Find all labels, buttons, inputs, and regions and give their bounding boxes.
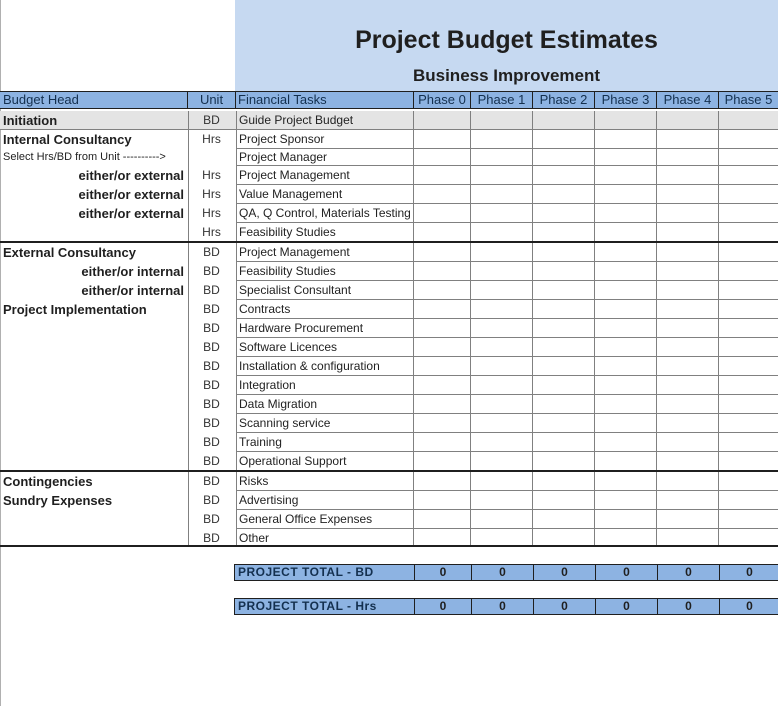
table-row bbox=[0, 395, 778, 414]
section-divider bbox=[0, 470, 778, 472]
total-label-hrs: PROJECT TOTAL - Hrs bbox=[238, 599, 377, 613]
total-row-bd bbox=[234, 564, 778, 581]
total-bd-phase-1: 0 bbox=[471, 565, 533, 580]
phase-3-input-cell[interactable] bbox=[594, 510, 656, 529]
budget-head-cell: either/or internal bbox=[81, 264, 184, 279]
financial-task-cell: Advertising bbox=[236, 491, 413, 510]
unit-cell[interactable]: BD bbox=[188, 243, 234, 262]
phase-4-input-cell[interactable] bbox=[656, 166, 718, 185]
budget-head-cell: Select Hrs/BD from Unit ----------> bbox=[3, 151, 166, 163]
phase-5-input-cell[interactable] bbox=[718, 472, 778, 491]
table-row bbox=[0, 319, 778, 338]
table-row bbox=[0, 300, 778, 319]
unit-cell[interactable]: BD bbox=[188, 433, 234, 452]
phase-3-input-cell[interactable] bbox=[594, 111, 656, 130]
table-row bbox=[0, 338, 778, 357]
phase-2-input-cell[interactable] bbox=[532, 510, 594, 529]
phase-1-input-cell[interactable] bbox=[470, 185, 532, 204]
total-label-bd: PROJECT TOTAL - BD bbox=[238, 565, 374, 579]
financial-task-cell: Scanning service bbox=[236, 414, 413, 433]
phase-5-input-cell[interactable] bbox=[718, 376, 778, 395]
header-financial-tasks: Financial Tasks bbox=[235, 92, 413, 108]
phase-1-input-cell[interactable] bbox=[470, 204, 532, 223]
phase-2-input-cell[interactable] bbox=[532, 338, 594, 357]
phase-0-input-cell[interactable] bbox=[413, 338, 470, 357]
phase-3-input-cell[interactable] bbox=[594, 300, 656, 319]
unit-cell[interactable]: BD bbox=[188, 338, 234, 357]
table-row bbox=[0, 414, 778, 433]
phase-4-input-cell[interactable] bbox=[656, 281, 718, 300]
budget-head-cell: either/or external bbox=[78, 168, 184, 183]
phase-1-input-cell[interactable] bbox=[470, 491, 532, 510]
budget-head-cell: Sundry Expenses bbox=[3, 493, 113, 508]
table-row bbox=[0, 130, 778, 149]
phase-1-input-cell[interactable] bbox=[470, 166, 532, 185]
budget-head-cell: Contingencies bbox=[3, 474, 93, 489]
financial-task-cell: QA, Q Control, Materials Testing bbox=[236, 204, 413, 223]
phase-3-input-cell[interactable] bbox=[594, 262, 656, 281]
phase-5-input-cell[interactable] bbox=[718, 243, 778, 262]
phase-2-input-cell[interactable] bbox=[532, 357, 594, 376]
phase-2-input-cell[interactable] bbox=[532, 111, 594, 130]
phase-4-input-cell[interactable] bbox=[656, 262, 718, 281]
phase-5-input-cell[interactable] bbox=[718, 185, 778, 204]
phase-4-input-cell[interactable] bbox=[656, 204, 718, 223]
phase-1-input-cell[interactable] bbox=[470, 111, 532, 130]
phase-4-input-cell[interactable] bbox=[656, 319, 718, 338]
unit-cell[interactable]: Hrs bbox=[188, 130, 234, 149]
phase-5-input-cell[interactable] bbox=[718, 149, 778, 166]
phase-3-input-cell[interactable] bbox=[594, 185, 656, 204]
financial-task-cell: Feasibility Studies bbox=[236, 262, 413, 281]
unit-cell[interactable]: Hrs bbox=[188, 185, 234, 204]
header-budget-head: Budget Head bbox=[3, 92, 79, 107]
phase-3-input-cell[interactable] bbox=[594, 223, 656, 242]
phase-5-input-cell[interactable] bbox=[718, 130, 778, 149]
phase-3-input-cell[interactable] bbox=[594, 376, 656, 395]
table-row bbox=[0, 223, 778, 242]
phase-5-input-cell[interactable] bbox=[718, 204, 778, 223]
phase-2-input-cell[interactable] bbox=[532, 243, 594, 262]
page-title: Project Budget Estimates bbox=[355, 26, 658, 54]
phase-1-input-cell[interactable] bbox=[470, 395, 532, 414]
phase-2-input-cell[interactable] bbox=[532, 452, 594, 471]
section-divider bbox=[0, 545, 778, 547]
financial-task-cell: Hardware Procurement bbox=[236, 319, 413, 338]
phase-3-input-cell[interactable] bbox=[594, 130, 656, 149]
table-row bbox=[0, 243, 778, 262]
phase-1-input-cell[interactable] bbox=[470, 414, 532, 433]
phase-5-input-cell[interactable] bbox=[718, 452, 778, 471]
phase-2-input-cell[interactable] bbox=[532, 414, 594, 433]
unit-cell[interactable]: BD bbox=[188, 281, 234, 300]
table-row bbox=[0, 111, 778, 130]
total-row-hrs bbox=[234, 598, 778, 615]
phase-3-input-cell[interactable] bbox=[594, 338, 656, 357]
table-row bbox=[0, 185, 778, 204]
phase-0-input-cell[interactable] bbox=[413, 510, 470, 529]
phase-2-input-cell[interactable] bbox=[532, 204, 594, 223]
phase-1-input-cell[interactable] bbox=[470, 243, 532, 262]
phase-5-input-cell[interactable] bbox=[718, 111, 778, 130]
total-bd-phase-0: 0 bbox=[414, 565, 471, 580]
table-row bbox=[0, 433, 778, 452]
phase-4-input-cell[interactable] bbox=[656, 357, 718, 376]
header-phase-5: Phase 5 bbox=[718, 92, 778, 108]
header-phase-3: Phase 3 bbox=[594, 92, 656, 108]
phase-2-input-cell[interactable] bbox=[532, 491, 594, 510]
phase-5-input-cell[interactable] bbox=[718, 166, 778, 185]
table-row bbox=[0, 204, 778, 223]
total-hrs-phase-0: 0 bbox=[414, 599, 471, 614]
phase-2-input-cell[interactable] bbox=[532, 472, 594, 491]
phase-0-input-cell[interactable] bbox=[413, 376, 470, 395]
phase-2-input-cell[interactable] bbox=[532, 185, 594, 204]
budget-head-cell: either/or external bbox=[78, 206, 184, 221]
phase-3-input-cell[interactable] bbox=[594, 281, 656, 300]
financial-task-cell: Project Sponsor bbox=[236, 130, 413, 149]
header-phase-1: Phase 1 bbox=[470, 92, 532, 108]
unit-cell[interactable]: Hrs bbox=[188, 223, 234, 242]
financial-task-cell: Operational Support bbox=[236, 452, 413, 471]
total-bd-phase-2: 0 bbox=[533, 565, 595, 580]
phase-2-input-cell[interactable] bbox=[532, 262, 594, 281]
phase-0-input-cell[interactable] bbox=[413, 204, 470, 223]
phase-5-input-cell[interactable] bbox=[718, 262, 778, 281]
table-row bbox=[0, 166, 778, 185]
phase-2-input-cell[interactable] bbox=[532, 395, 594, 414]
table-row bbox=[0, 357, 778, 376]
financial-task-cell: Project Management bbox=[236, 243, 413, 262]
phase-0-input-cell[interactable] bbox=[413, 319, 470, 338]
financial-task-cell: Project Manager bbox=[236, 149, 413, 166]
phase-2-input-cell[interactable] bbox=[532, 433, 594, 452]
phase-0-input-cell[interactable] bbox=[413, 223, 470, 242]
phase-5-input-cell[interactable] bbox=[718, 433, 778, 452]
financial-task-cell: Specialist Consultant bbox=[236, 281, 413, 300]
financial-task-cell: Integration bbox=[236, 376, 413, 395]
phase-0-input-cell[interactable] bbox=[413, 111, 470, 130]
table-row bbox=[0, 510, 778, 529]
phase-4-input-cell[interactable] bbox=[656, 300, 718, 319]
phase-4-input-cell[interactable] bbox=[656, 414, 718, 433]
phase-4-input-cell[interactable] bbox=[656, 338, 718, 357]
unit-cell[interactable]: BD bbox=[188, 414, 234, 433]
table-row bbox=[0, 472, 778, 491]
budget-head-cell: Project Implementation bbox=[3, 302, 147, 317]
phase-4-input-cell[interactable] bbox=[656, 243, 718, 262]
phase-5-input-cell[interactable] bbox=[718, 281, 778, 300]
phase-4-input-cell[interactable] bbox=[656, 452, 718, 471]
budget-head-cell: Initiation bbox=[3, 113, 58, 128]
phase-0-input-cell[interactable] bbox=[413, 472, 470, 491]
phase-4-input-cell[interactable] bbox=[656, 149, 718, 166]
phase-0-input-cell[interactable] bbox=[413, 262, 470, 281]
phase-4-input-cell[interactable] bbox=[656, 491, 718, 510]
financial-task-cell: Training bbox=[236, 433, 413, 452]
phase-0-input-cell[interactable] bbox=[413, 452, 470, 471]
header-phase-0: Phase 0 bbox=[413, 92, 470, 108]
phase-4-input-cell[interactable] bbox=[656, 376, 718, 395]
unit-cell[interactable]: BD bbox=[188, 395, 234, 414]
unit-cell[interactable] bbox=[188, 149, 234, 166]
phase-2-input-cell[interactable] bbox=[532, 300, 594, 319]
phase-0-input-cell[interactable] bbox=[413, 243, 470, 262]
financial-task-cell: Project Management bbox=[236, 166, 413, 185]
total-hrs-phase-3: 0 bbox=[595, 599, 657, 614]
total-hrs-phase-4: 0 bbox=[657, 599, 719, 614]
header-phase-2: Phase 2 bbox=[532, 92, 594, 108]
phase-2-input-cell[interactable] bbox=[532, 319, 594, 338]
unit-cell[interactable]: Hrs bbox=[188, 166, 234, 185]
table-row bbox=[0, 149, 778, 166]
unit-cell[interactable]: BD bbox=[188, 319, 234, 338]
phase-3-input-cell[interactable] bbox=[594, 491, 656, 510]
unit-cell[interactable]: BD bbox=[188, 510, 234, 529]
column-header-row bbox=[0, 91, 778, 109]
phase-1-input-cell[interactable] bbox=[470, 281, 532, 300]
phase-5-input-cell[interactable] bbox=[718, 300, 778, 319]
unit-cell[interactable]: BD bbox=[188, 472, 234, 491]
phase-0-input-cell[interactable] bbox=[413, 491, 470, 510]
financial-task-cell: Installation & configuration bbox=[236, 357, 413, 376]
unit-cell[interactable]: BD bbox=[188, 452, 234, 471]
phase-3-input-cell[interactable] bbox=[594, 395, 656, 414]
table-row bbox=[0, 376, 778, 395]
row-divider bbox=[0, 129, 778, 130]
financial-task-cell: Contracts bbox=[236, 300, 413, 319]
phase-2-input-cell[interactable] bbox=[532, 376, 594, 395]
phase-0-input-cell[interactable] bbox=[413, 281, 470, 300]
phase-0-input-cell[interactable] bbox=[413, 414, 470, 433]
phase-0-input-cell[interactable] bbox=[413, 185, 470, 204]
phase-3-input-cell[interactable] bbox=[594, 204, 656, 223]
phase-4-input-cell[interactable] bbox=[656, 130, 718, 149]
phase-3-input-cell[interactable] bbox=[594, 472, 656, 491]
phase-5-input-cell[interactable] bbox=[718, 223, 778, 242]
phase-2-input-cell[interactable] bbox=[532, 281, 594, 300]
financial-task-cell: General Office Expenses bbox=[236, 510, 413, 529]
phase-5-input-cell[interactable] bbox=[718, 395, 778, 414]
phase-5-input-cell[interactable] bbox=[718, 338, 778, 357]
budget-head-cell: Internal Consultancy bbox=[3, 132, 132, 147]
header-unit: Unit bbox=[187, 92, 235, 108]
phase-1-input-cell[interactable] bbox=[470, 510, 532, 529]
phase-3-input-cell[interactable] bbox=[594, 243, 656, 262]
phase-3-input-cell[interactable] bbox=[594, 433, 656, 452]
unit-cell[interactable]: BD bbox=[188, 491, 234, 510]
phase-0-input-cell[interactable] bbox=[413, 130, 470, 149]
phase-4-input-cell[interactable] bbox=[656, 111, 718, 130]
phase-4-input-cell[interactable] bbox=[656, 433, 718, 452]
phase-0-input-cell[interactable] bbox=[413, 300, 470, 319]
total-bd-phase-5: 0 bbox=[719, 565, 778, 580]
phase-1-input-cell[interactable] bbox=[470, 130, 532, 149]
financial-task-cell: Software Licences bbox=[236, 338, 413, 357]
table-row bbox=[0, 491, 778, 510]
phase-5-input-cell[interactable] bbox=[718, 510, 778, 529]
phase-4-input-cell[interactable] bbox=[656, 472, 718, 491]
unit-cell[interactable]: BD bbox=[188, 262, 234, 281]
financial-task-cell: Data Migration bbox=[236, 395, 413, 414]
total-hrs-phase-1: 0 bbox=[471, 599, 533, 614]
phase-3-input-cell[interactable] bbox=[594, 166, 656, 185]
phase-1-input-cell[interactable] bbox=[470, 300, 532, 319]
phase-3-input-cell[interactable] bbox=[594, 357, 656, 376]
phase-0-input-cell[interactable] bbox=[413, 166, 470, 185]
phase-3-input-cell[interactable] bbox=[594, 414, 656, 433]
unit-cell[interactable]: BD bbox=[188, 300, 234, 319]
header-phase-4: Phase 4 bbox=[656, 92, 718, 108]
total-hrs-phase-5: 0 bbox=[719, 599, 778, 614]
phase-4-input-cell[interactable] bbox=[656, 395, 718, 414]
unit-cell[interactable]: BD bbox=[188, 357, 234, 376]
phase-4-input-cell[interactable] bbox=[656, 510, 718, 529]
phase-1-input-cell[interactable] bbox=[470, 262, 532, 281]
financial-task-cell: Value Management bbox=[236, 185, 413, 204]
phase-5-input-cell[interactable] bbox=[718, 491, 778, 510]
unit-cell[interactable]: Hrs bbox=[188, 204, 234, 223]
phase-3-input-cell[interactable] bbox=[594, 319, 656, 338]
phase-4-input-cell[interactable] bbox=[656, 223, 718, 242]
phase-0-input-cell[interactable] bbox=[413, 149, 470, 166]
phase-0-input-cell[interactable] bbox=[413, 433, 470, 452]
phase-2-input-cell[interactable] bbox=[532, 223, 594, 242]
financial-task-cell: Risks bbox=[236, 472, 413, 491]
phase-1-input-cell[interactable] bbox=[470, 376, 532, 395]
unit-cell[interactable]: BD bbox=[188, 529, 234, 547]
phase-1-input-cell[interactable] bbox=[470, 223, 532, 242]
phase-1-input-cell[interactable] bbox=[470, 319, 532, 338]
phase-5-input-cell[interactable] bbox=[718, 319, 778, 338]
phase-1-input-cell[interactable] bbox=[470, 338, 532, 357]
phase-1-input-cell[interactable] bbox=[470, 472, 532, 491]
phase-3-input-cell[interactable] bbox=[594, 452, 656, 471]
budget-head-cell: External Consultancy bbox=[3, 245, 136, 260]
phase-1-input-cell[interactable] bbox=[470, 357, 532, 376]
phase-0-input-cell[interactable] bbox=[413, 395, 470, 414]
phase-5-input-cell[interactable] bbox=[718, 357, 778, 376]
section-divider bbox=[0, 241, 778, 243]
financial-task-cell: Guide Project Budget bbox=[236, 111, 413, 130]
unit-cell[interactable]: BD bbox=[188, 376, 234, 395]
phase-2-input-cell[interactable] bbox=[532, 130, 594, 149]
total-hrs-phase-2: 0 bbox=[533, 599, 595, 614]
phase-3-input-cell[interactable] bbox=[594, 149, 656, 166]
phase-4-input-cell[interactable] bbox=[656, 185, 718, 204]
unit-cell[interactable]: BD bbox=[188, 111, 234, 130]
budget-head-cell: either/or internal bbox=[81, 283, 184, 298]
table-row bbox=[0, 452, 778, 471]
phase-5-input-cell[interactable] bbox=[718, 414, 778, 433]
budget-head-cell: either/or external bbox=[78, 187, 184, 202]
total-bd-phase-3: 0 bbox=[595, 565, 657, 580]
phase-2-input-cell[interactable] bbox=[532, 166, 594, 185]
phase-2-input-cell[interactable] bbox=[532, 149, 594, 166]
total-bd-phase-4: 0 bbox=[657, 565, 719, 580]
financial-task-cell: Feasibility Studies bbox=[236, 223, 413, 242]
table-row bbox=[0, 262, 778, 281]
financial-task-cell: Other bbox=[236, 529, 413, 547]
phase-1-input-cell[interactable] bbox=[470, 452, 532, 471]
phase-1-input-cell[interactable] bbox=[470, 149, 532, 166]
phase-0-input-cell[interactable] bbox=[413, 357, 470, 376]
phase-1-input-cell[interactable] bbox=[470, 433, 532, 452]
page-subtitle: Business Improvement bbox=[412, 66, 601, 85]
table-row bbox=[0, 281, 778, 300]
